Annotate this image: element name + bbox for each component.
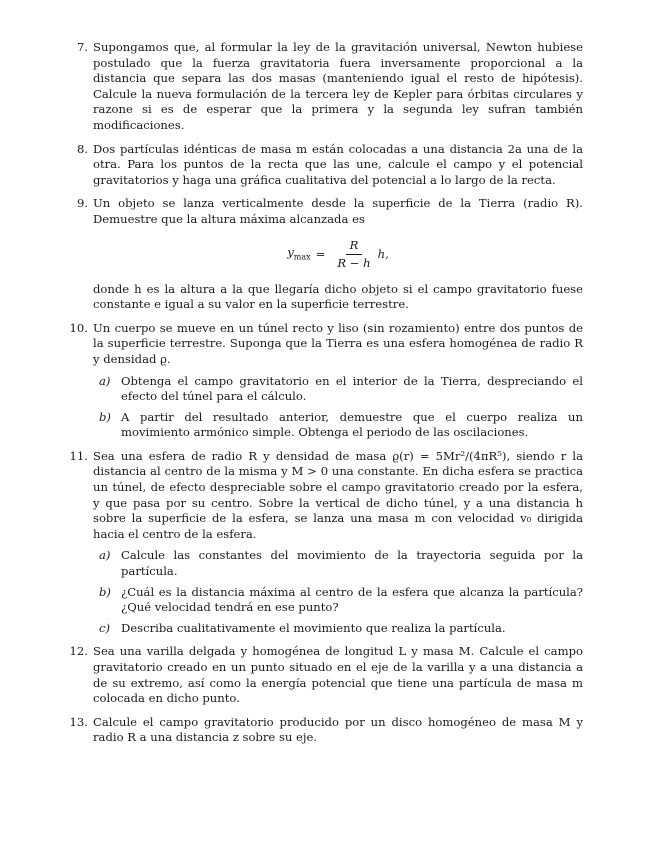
problem-13 xyxy=(69,714,583,746)
fraction-denominator: R − h xyxy=(337,256,371,271)
problem-9 xyxy=(72,196,583,312)
subquestion-label: c) xyxy=(99,620,111,635)
problem-number: 8. xyxy=(76,141,88,156)
subquestion-text: Calcule las constantes del movimiento de la trayectoria seguida por la partícula. xyxy=(121,548,583,579)
problem-7 xyxy=(72,40,583,134)
problem-text-after: donde h es la altura a la que llegaría dicho objeto si el campo gravitatorio fuese constante e igual a su valor en la superficie terrestre. xyxy=(93,281,583,312)
subquestion-label: b) xyxy=(99,409,111,424)
subquestion-text: A partir del resultado anterior, demuestre que el cuerpo realiza un movimiento armónico simple. Obtenga el periodo de las oscilaciones. xyxy=(121,409,583,440)
problem-number: 11. xyxy=(69,448,88,463)
subquestion-a xyxy=(93,374,583,405)
subquestion-c xyxy=(93,621,583,637)
subquestion-b xyxy=(93,585,583,616)
subquestion-text: Describa cualitativamente el movimiento que realiza la partícula. xyxy=(121,620,506,635)
subquestion-list xyxy=(93,374,583,441)
problem-number: 12. xyxy=(69,644,88,659)
problem-text: Supongamos que, al formular la ley de la gravitación universal, Newton hubiese postulado que la fuerza gravitatoria fuera inversamente proporcional a la distancia que separa las dos masas (manteniendo igual el resto de hipótesis). Calcule la nueva formulación de la tercera ley de Kepler para órbitas circulares y razone si es de esperar que la primera y la segunda ley sufran también modificaciones. xyxy=(93,40,583,132)
problem-12 xyxy=(69,644,583,706)
equation-rhs-factor: h, xyxy=(377,246,389,261)
problem-text: Dos partículas idénticas de masa m están colocadas a una distancia 2a una de la otra. Para los puntos de la recta que las une, calcule el campo y el potencial gravitatorios y haga una gráfica cualitativa del potencial a lo largo de la recta. xyxy=(93,141,583,187)
problem-text: Calcule el campo gravitatorio producido por un disco homogéneo de masa M y radio R a una distancia z sobre su eje. xyxy=(93,714,583,745)
problem-number: 10. xyxy=(69,320,88,335)
problem-number: 9. xyxy=(76,196,88,211)
subquestion-text: Obtenga el campo gravitatorio en el interior de la Tierra, despreciando el efecto del túnel para el cálculo. xyxy=(121,373,583,404)
problem-text: Sea una varilla delgada y homogénea de longitud L y masa M. Calcule el campo gravitatorio creado en un punto situado en el eje de la varilla y a una distancia a de su extremo, así como la energía potencial que tiene una partícula de masa m colocada en dicho punto. xyxy=(93,644,583,706)
problem-11 xyxy=(69,448,583,637)
equation-lhs: $y_{max}$ xyxy=(287,244,311,261)
equation-ymax xyxy=(93,236,583,274)
subquestion-text: ¿Cuál es la distancia máxima al centro de la esfera que alcanza la partícula? ¿Qué velocidad tendrá en ese punto? xyxy=(121,584,583,615)
problem-8 xyxy=(72,142,583,189)
subquestion-label: a) xyxy=(99,373,111,388)
fraction-numerator: R xyxy=(346,238,363,255)
subquestion-list xyxy=(93,548,583,636)
problem-text: Un cuerpo se mueve en un túnel recto y liso (sin rozamiento) entre dos puntos de la superficie terrestre. Suponga que la Tierra es una esfera homogénea de radio R y densidad ϱ. xyxy=(93,320,583,366)
subquestion-b xyxy=(93,410,583,441)
problem-10 xyxy=(69,320,583,441)
equation-equals: = xyxy=(315,246,326,261)
subquestion-label: a) xyxy=(99,548,111,563)
equation-fraction xyxy=(333,238,374,271)
problem-number: 7. xyxy=(76,40,88,54)
problem-text: Un objeto se lanza verticalmente desde la superficie de la Tierra (radio R). Demuestre que la altura máxima alcanzada es xyxy=(93,196,583,226)
problem-number: 13. xyxy=(69,714,88,729)
subquestion-a xyxy=(93,548,583,579)
subquestion-label: b) xyxy=(99,584,111,599)
problem-text: Sea una esfera de radio R y densidad de masa ϱ(r) = 5Mr²/(4πR⁵), siendo r la distancia al centro de la misma y M > 0 una constante. En dicha esfera se practica un túnel, de efecto despreciable sobre el campo gravitatorio creado por la esfera, y que pasa por su centro. Sobre la vertical de dicho túnel, y a una distancia h sobre la superficie de la esfera, se lanza una masa m con velocidad v₀ dirigida hacia el centro de la esfera. xyxy=(93,448,583,541)
